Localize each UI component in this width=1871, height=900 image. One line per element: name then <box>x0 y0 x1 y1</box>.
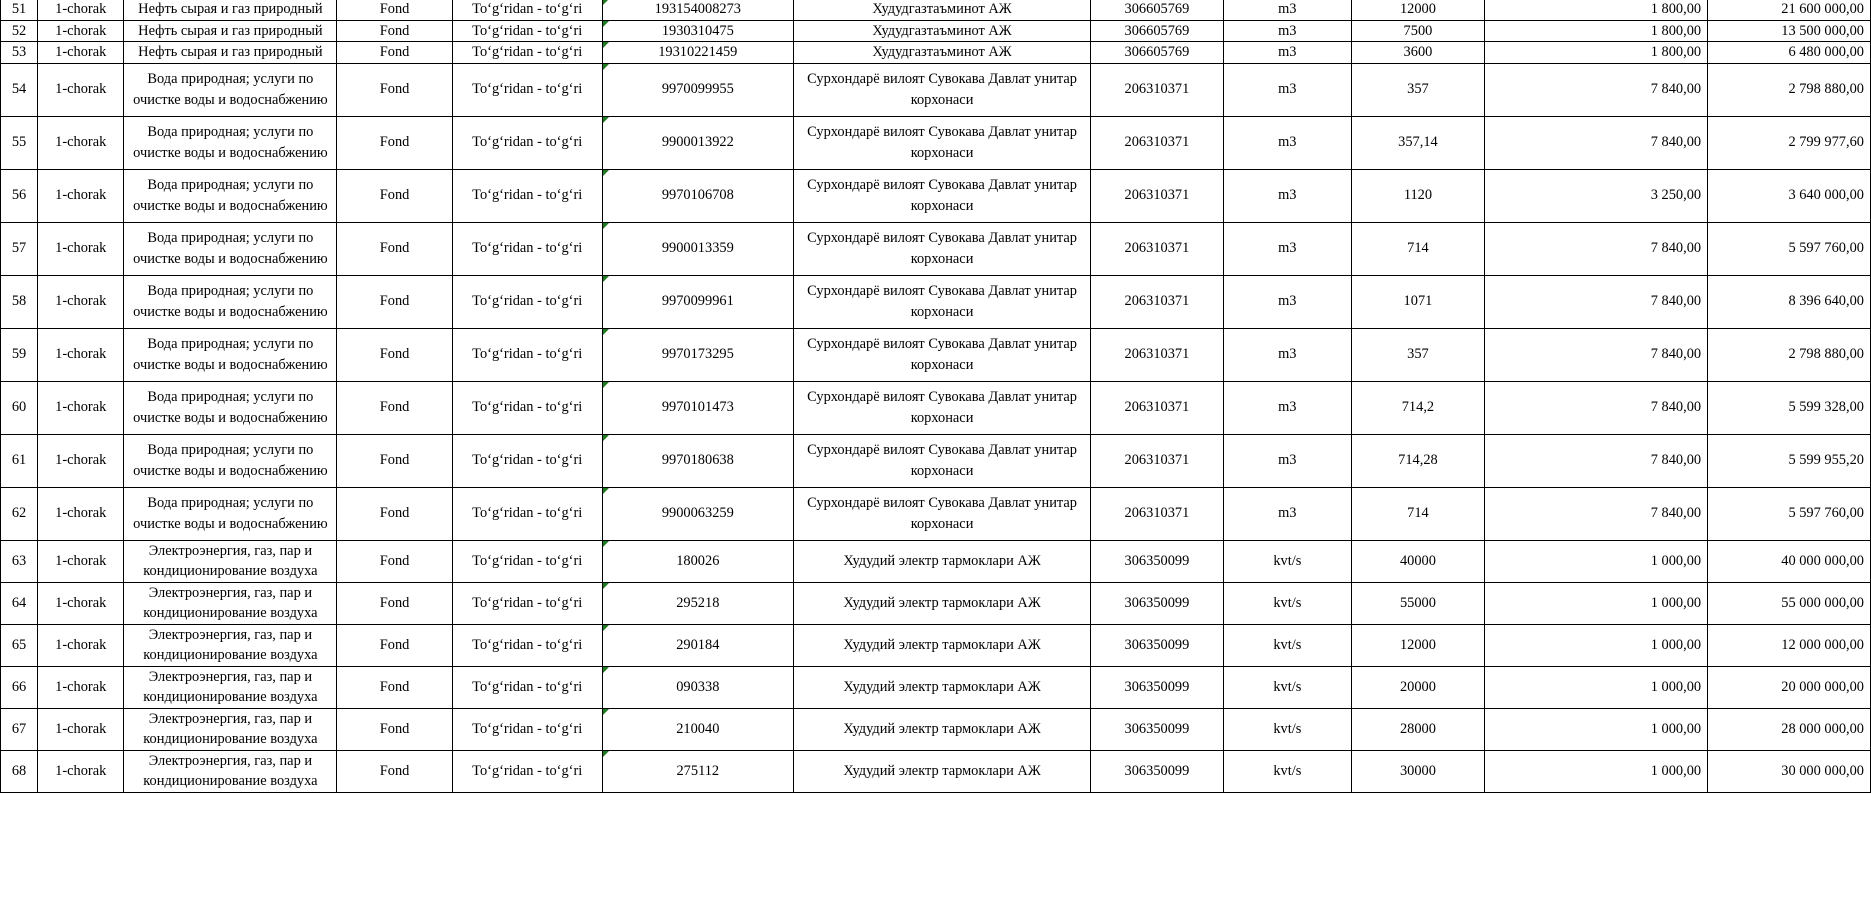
cell-quantity[interactable]: 357,14 <box>1352 116 1485 169</box>
table-row <box>1 434 1871 487</box>
cell-unit[interactable]: kvt/s <box>1223 582 1351 624</box>
cell-product[interactable]: Электроэнергия, газ, пар и кондиционирование воздуха <box>124 624 337 666</box>
cell-row-number[interactable]: 59 <box>1 328 38 381</box>
cell-supplier[interactable]: Худудий электр тармоклари АЖ <box>793 666 1090 708</box>
cell-procurement-method[interactable]: To‘g‘ridan - to‘g‘ri <box>452 540 602 582</box>
cell-row-number[interactable]: 67 <box>1 708 38 750</box>
table-row <box>1 381 1871 434</box>
cell-product[interactable]: Вода природная; услуги по очистке воды и водоснабжению <box>124 116 337 169</box>
cell-supplier[interactable]: Худудгазтаъминот АЖ <box>793 0 1090 20</box>
cell-supplier-inn[interactable]: 206310371 <box>1091 434 1223 487</box>
table-row <box>1 169 1871 222</box>
cell-quantity[interactable]: 30000 <box>1352 750 1485 792</box>
table-row <box>1 540 1871 582</box>
cell-unit-price[interactable]: 1 800,00 <box>1484 42 1707 64</box>
cell-product[interactable]: Вода природная; услуги по очистке воды и водоснабжению <box>124 169 337 222</box>
cell-total[interactable]: 40 000 000,00 <box>1708 540 1871 582</box>
cell-total[interactable]: 3 640 000,00 <box>1708 169 1871 222</box>
cell-unit-price[interactable]: 1 000,00 <box>1484 540 1707 582</box>
cell-quantity[interactable]: 714,2 <box>1352 381 1485 434</box>
cell-supplier[interactable]: Сурхондарё вилоят Сувокава Давлат унитар корхонаси <box>793 487 1090 540</box>
cell-procurement-method[interactable]: To‘g‘ridan - to‘g‘ri <box>452 222 602 275</box>
table-row <box>1 666 1871 708</box>
cell-procurement-method[interactable]: To‘g‘ridan - to‘g‘ri <box>452 582 602 624</box>
cell-total[interactable]: 21 600 000,00 <box>1708 0 1871 20</box>
cell-contract-number[interactable]: 9970106708 <box>602 169 793 222</box>
cell-contract-number[interactable]: 275112 <box>602 750 793 792</box>
cell-row-number[interactable]: 63 <box>1 540 38 582</box>
cell-funding-source[interactable]: Fond <box>337 20 452 42</box>
cell-period[interactable]: 1-chorak <box>38 750 124 792</box>
cell-unit[interactable]: m3 <box>1223 328 1351 381</box>
cell-unit[interactable]: m3 <box>1223 381 1351 434</box>
cell-quantity[interactable]: 357 <box>1352 328 1485 381</box>
cell-supplier-inn[interactable]: 306350099 <box>1091 666 1223 708</box>
cell-supplier-inn[interactable]: 206310371 <box>1091 169 1223 222</box>
cell-supplier[interactable]: Худудий электр тармоклари АЖ <box>793 582 1090 624</box>
cell-total[interactable]: 5 599 328,00 <box>1708 381 1871 434</box>
cell-contract-number[interactable]: 9970101473 <box>602 381 793 434</box>
cell-quantity[interactable]: 1071 <box>1352 275 1485 328</box>
cell-quantity[interactable]: 3600 <box>1352 42 1485 64</box>
cell-product[interactable]: Нефть сырая и газ природный <box>124 42 337 64</box>
cell-supplier-inn[interactable]: 206310371 <box>1091 328 1223 381</box>
cell-total[interactable]: 5 597 760,00 <box>1708 222 1871 275</box>
cell-supplier-inn[interactable]: 206310371 <box>1091 275 1223 328</box>
cell-unit-price[interactable]: 7 840,00 <box>1484 116 1707 169</box>
table-row <box>1 116 1871 169</box>
cell-procurement-method[interactable]: To‘g‘ridan - to‘g‘ri <box>452 666 602 708</box>
cell-unit[interactable]: m3 <box>1223 487 1351 540</box>
table-row <box>1 487 1871 540</box>
cell-unit-price[interactable]: 7 840,00 <box>1484 487 1707 540</box>
cell-product[interactable]: Вода природная; услуги по очистке воды и водоснабжению <box>124 63 337 116</box>
cell-row-number[interactable]: 54 <box>1 63 38 116</box>
table-row <box>1 42 1871 64</box>
cell-total[interactable]: 6 480 000,00 <box>1708 42 1871 64</box>
cell-period[interactable]: 1-chorak <box>38 328 124 381</box>
cell-product[interactable]: Вода природная; услуги по очистке воды и водоснабжению <box>124 487 337 540</box>
cell-unit[interactable]: m3 <box>1223 116 1351 169</box>
cell-total[interactable]: 5 599 955,20 <box>1708 434 1871 487</box>
cell-funding-source[interactable]: Fond <box>337 750 452 792</box>
cell-product[interactable]: Вода природная; услуги по очистке воды и водоснабжению <box>124 328 337 381</box>
cell-period[interactable]: 1-chorak <box>38 169 124 222</box>
cell-product[interactable]: Электроэнергия, газ, пар и кондиционирование воздуха <box>124 708 337 750</box>
cell-quantity[interactable]: 714 <box>1352 487 1485 540</box>
cell-period[interactable]: 1-chorak <box>38 666 124 708</box>
cell-supplier-inn[interactable]: 306350099 <box>1091 708 1223 750</box>
table-row <box>1 275 1871 328</box>
cell-contract-number[interactable]: 9900013359 <box>602 222 793 275</box>
cell-funding-source[interactable]: Fond <box>337 222 452 275</box>
cell-supplier[interactable]: Сурхондарё вилоят Сувокава Давлат унитар корхонаси <box>793 169 1090 222</box>
cell-unit-price[interactable]: 3 250,00 <box>1484 169 1707 222</box>
cell-supplier[interactable]: Сурхондарё вилоят Сувокава Давлат унитар корхонаси <box>793 381 1090 434</box>
cell-supplier-inn[interactable]: 206310371 <box>1091 487 1223 540</box>
cell-unit[interactable]: kvt/s <box>1223 750 1351 792</box>
cell-procurement-method[interactable]: To‘g‘ridan - to‘g‘ri <box>452 328 602 381</box>
cell-period[interactable]: 1-chorak <box>38 624 124 666</box>
cell-funding-source[interactable]: Fond <box>337 0 452 20</box>
cell-supplier[interactable]: Худудий электр тармоклари АЖ <box>793 708 1090 750</box>
cell-procurement-method[interactable]: To‘g‘ridan - to‘g‘ri <box>452 708 602 750</box>
cell-row-number[interactable]: 65 <box>1 624 38 666</box>
cell-contract-number[interactable]: 9900063259 <box>602 487 793 540</box>
cell-quantity[interactable]: 28000 <box>1352 708 1485 750</box>
cell-row-number[interactable]: 57 <box>1 222 38 275</box>
cell-supplier[interactable]: Худудий электр тармоклари АЖ <box>793 750 1090 792</box>
cell-contract-number[interactable]: 9970099955 <box>602 63 793 116</box>
cell-product[interactable]: Электроэнергия, газ, пар и кондиционирование воздуха <box>124 540 337 582</box>
table-row <box>1 63 1871 116</box>
cell-contract-number[interactable]: 295218 <box>602 582 793 624</box>
cell-procurement-method[interactable]: To‘g‘ridan - to‘g‘ri <box>452 116 602 169</box>
cell-supplier-inn[interactable]: 206310371 <box>1091 63 1223 116</box>
table-row <box>1 222 1871 275</box>
cell-unit[interactable]: kvt/s <box>1223 624 1351 666</box>
cell-product[interactable]: Вода природная; услуги по очистке воды и водоснабжению <box>124 434 337 487</box>
cell-unit[interactable]: m3 <box>1223 222 1351 275</box>
cell-period[interactable]: 1-chorak <box>38 116 124 169</box>
cell-procurement-method[interactable]: To‘g‘ridan - to‘g‘ri <box>452 275 602 328</box>
cell-supplier-inn[interactable]: 206310371 <box>1091 381 1223 434</box>
table-row <box>1 708 1871 750</box>
cell-contract-number[interactable]: 9970180638 <box>602 434 793 487</box>
cell-contract-number[interactable]: 9900013922 <box>602 116 793 169</box>
cell-period[interactable]: 1-chorak <box>38 540 124 582</box>
cell-unit-price[interactable]: 7 840,00 <box>1484 222 1707 275</box>
cell-period[interactable]: 1-chorak <box>38 42 124 64</box>
cell-quantity[interactable]: 40000 <box>1352 540 1485 582</box>
cell-unit[interactable]: kvt/s <box>1223 666 1351 708</box>
cell-unit-price[interactable]: 1 000,00 <box>1484 750 1707 792</box>
cell-supplier[interactable]: Сурхондарё вилоят Сувокава Давлат унитар корхонаси <box>793 328 1090 381</box>
cell-unit-price[interactable]: 7 840,00 <box>1484 275 1707 328</box>
cell-supplier[interactable]: Сурхондарё вилоят Сувокава Давлат унитар корхонаси <box>793 116 1090 169</box>
cell-row-number[interactable]: 60 <box>1 381 38 434</box>
table-row <box>1 624 1871 666</box>
cell-procurement-method[interactable]: To‘g‘ridan - to‘g‘ri <box>452 487 602 540</box>
cell-contract-number[interactable]: 193154008273 <box>602 0 793 20</box>
cell-unit[interactable]: m3 <box>1223 20 1351 42</box>
cell-funding-source[interactable]: Fond <box>337 434 452 487</box>
cell-product[interactable]: Нефть сырая и газ природный <box>124 20 337 42</box>
cell-supplier[interactable]: Сурхондарё вилоят Сувокава Давлат унитар корхонаси <box>793 434 1090 487</box>
cell-row-number[interactable]: 58 <box>1 275 38 328</box>
cell-procurement-method[interactable]: To‘g‘ridan - to‘g‘ri <box>452 169 602 222</box>
cell-supplier[interactable]: Сурхондарё вилоят Сувокава Давлат унитар корхонаси <box>793 275 1090 328</box>
cell-product[interactable]: Вода природная; услуги по очистке воды и водоснабжению <box>124 222 337 275</box>
cell-funding-source[interactable]: Fond <box>337 116 452 169</box>
cell-funding-source[interactable]: Fond <box>337 708 452 750</box>
cell-procurement-method[interactable]: To‘g‘ridan - to‘g‘ri <box>452 20 602 42</box>
cell-quantity[interactable]: 714 <box>1352 222 1485 275</box>
cell-procurement-method[interactable]: To‘g‘ridan - to‘g‘ri <box>452 434 602 487</box>
cell-unit[interactable]: kvt/s <box>1223 540 1351 582</box>
cell-row-number[interactable]: 61 <box>1 434 38 487</box>
cell-product[interactable]: Электроэнергия, газ, пар и кондиционирование воздуха <box>124 750 337 792</box>
cell-funding-source[interactable]: Fond <box>337 275 452 328</box>
cell-unit-price[interactable]: 1 000,00 <box>1484 624 1707 666</box>
table-row <box>1 0 1871 20</box>
cell-contract-number[interactable]: 9970099961 <box>602 275 793 328</box>
cell-row-number[interactable]: 51 <box>1 0 38 20</box>
cell-supplier[interactable]: Худудгазтаъминот АЖ <box>793 20 1090 42</box>
cell-total[interactable]: 2 799 977,60 <box>1708 116 1871 169</box>
cell-supplier-inn[interactable]: 306350099 <box>1091 540 1223 582</box>
cell-quantity[interactable]: 7500 <box>1352 20 1485 42</box>
cell-unit[interactable]: m3 <box>1223 275 1351 328</box>
cell-period[interactable]: 1-chorak <box>38 275 124 328</box>
cell-quantity[interactable]: 12000 <box>1352 0 1485 20</box>
cell-contract-number[interactable]: 180026 <box>602 540 793 582</box>
cell-unit-price[interactable]: 7 840,00 <box>1484 63 1707 116</box>
cell-total[interactable]: 13 500 000,00 <box>1708 20 1871 42</box>
cell-procurement-method[interactable]: To‘g‘ridan - to‘g‘ri <box>452 624 602 666</box>
cell-supplier[interactable]: Худудий электр тармоклари АЖ <box>793 540 1090 582</box>
cell-row-number[interactable]: 53 <box>1 42 38 64</box>
cell-row-number[interactable]: 52 <box>1 20 38 42</box>
cell-product[interactable]: Электроэнергия, газ, пар и кондиционирование воздуха <box>124 582 337 624</box>
cell-funding-source[interactable]: Fond <box>337 63 452 116</box>
cell-quantity[interactable]: 12000 <box>1352 624 1485 666</box>
cell-supplier-inn[interactable]: 306605769 <box>1091 42 1223 64</box>
cell-row-number[interactable]: 56 <box>1 169 38 222</box>
cell-supplier-inn[interactable]: 306605769 <box>1091 20 1223 42</box>
cell-funding-source[interactable]: Fond <box>337 540 452 582</box>
cell-quantity[interactable]: 714,28 <box>1352 434 1485 487</box>
table-body <box>1 0 1871 792</box>
cell-supplier[interactable]: Сурхондарё вилоят Сувокава Давлат унитар корхонаси <box>793 63 1090 116</box>
cell-supplier-inn[interactable]: 306350099 <box>1091 624 1223 666</box>
cell-procurement-method[interactable]: To‘g‘ridan - to‘g‘ri <box>452 0 602 20</box>
cell-unit[interactable]: m3 <box>1223 434 1351 487</box>
cell-funding-source[interactable]: Fond <box>337 624 452 666</box>
cell-funding-source[interactable]: Fond <box>337 328 452 381</box>
cell-total[interactable]: 8 396 640,00 <box>1708 275 1871 328</box>
cell-unit-price[interactable]: 1 000,00 <box>1484 666 1707 708</box>
cell-contract-number[interactable]: 9970173295 <box>602 328 793 381</box>
cell-funding-source[interactable]: Fond <box>337 169 452 222</box>
cell-funding-source[interactable]: Fond <box>337 381 452 434</box>
cell-contract-number[interactable]: 19310221459 <box>602 42 793 64</box>
cell-quantity[interactable]: 357 <box>1352 63 1485 116</box>
cell-row-number[interactable]: 66 <box>1 666 38 708</box>
cell-unit-price[interactable]: 1 800,00 <box>1484 20 1707 42</box>
cell-contract-number[interactable]: 210040 <box>602 708 793 750</box>
cell-product[interactable]: Вода природная; услуги по очистке воды и водоснабжению <box>124 381 337 434</box>
cell-unit-price[interactable]: 7 840,00 <box>1484 434 1707 487</box>
cell-unit[interactable]: m3 <box>1223 63 1351 116</box>
cell-funding-source[interactable]: Fond <box>337 487 452 540</box>
cell-quantity[interactable]: 55000 <box>1352 582 1485 624</box>
cell-contract-number[interactable]: 290184 <box>602 624 793 666</box>
table-row <box>1 582 1871 624</box>
cell-procurement-method[interactable]: To‘g‘ridan - to‘g‘ri <box>452 381 602 434</box>
cell-supplier[interactable]: Худудий электр тармоклари АЖ <box>793 624 1090 666</box>
cell-period[interactable]: 1-chorak <box>38 582 124 624</box>
cell-period[interactable]: 1-chorak <box>38 487 124 540</box>
cell-unit-price[interactable]: 7 840,00 <box>1484 381 1707 434</box>
cell-funding-source[interactable]: Fond <box>337 582 452 624</box>
cell-total[interactable]: 2 798 880,00 <box>1708 63 1871 116</box>
cell-total[interactable]: 55 000 000,00 <box>1708 582 1871 624</box>
cell-period[interactable]: 1-chorak <box>38 434 124 487</box>
cell-supplier[interactable]: Худудгазтаъминот АЖ <box>793 42 1090 64</box>
cell-funding-source[interactable]: Fond <box>337 666 452 708</box>
cell-period[interactable]: 1-chorak <box>38 222 124 275</box>
cell-funding-source[interactable]: Fond <box>337 42 452 64</box>
cell-unit[interactable]: m3 <box>1223 42 1351 64</box>
cell-unit-price[interactable]: 1 800,00 <box>1484 0 1707 20</box>
cell-quantity[interactable]: 1120 <box>1352 169 1485 222</box>
cell-period[interactable]: 1-chorak <box>38 63 124 116</box>
cell-supplier-inn[interactable]: 206310371 <box>1091 222 1223 275</box>
cell-total[interactable]: 28 000 000,00 <box>1708 708 1871 750</box>
cell-unit[interactable]: kvt/s <box>1223 708 1351 750</box>
cell-product[interactable]: Нефть сырая и газ природный <box>124 0 337 20</box>
cell-supplier-inn[interactable]: 206310371 <box>1091 116 1223 169</box>
cell-product[interactable]: Вода природная; услуги по очистке воды и водоснабжению <box>124 275 337 328</box>
cell-unit[interactable]: m3 <box>1223 169 1351 222</box>
cell-total[interactable]: 12 000 000,00 <box>1708 624 1871 666</box>
cell-quantity[interactable]: 20000 <box>1352 666 1485 708</box>
table-row <box>1 750 1871 792</box>
cell-procurement-method[interactable]: To‘g‘ridan - to‘g‘ri <box>452 42 602 64</box>
cell-supplier-inn[interactable]: 306605769 <box>1091 0 1223 20</box>
cell-row-number[interactable]: 68 <box>1 750 38 792</box>
cell-supplier-inn[interactable]: 306350099 <box>1091 582 1223 624</box>
cell-supplier[interactable]: Сурхондарё вилоят Сувокава Давлат унитар корхонаси <box>793 222 1090 275</box>
cell-unit-price[interactable]: 7 840,00 <box>1484 328 1707 381</box>
cell-total[interactable]: 2 798 880,00 <box>1708 328 1871 381</box>
cell-unit-price[interactable]: 1 000,00 <box>1484 582 1707 624</box>
cell-procurement-method[interactable]: To‘g‘ridan - to‘g‘ri <box>452 750 602 792</box>
table-row <box>1 20 1871 42</box>
cell-unit[interactable]: m3 <box>1223 0 1351 20</box>
cell-unit-price[interactable]: 1 000,00 <box>1484 708 1707 750</box>
cell-period[interactable]: 1-chorak <box>38 381 124 434</box>
cell-contract-number[interactable]: 090338 <box>602 666 793 708</box>
table-row <box>1 328 1871 381</box>
cell-row-number[interactable]: 62 <box>1 487 38 540</box>
cell-total[interactable]: 30 000 000,00 <box>1708 750 1871 792</box>
cell-period[interactable]: 1-chorak <box>38 0 124 20</box>
cell-row-number[interactable]: 55 <box>1 116 38 169</box>
cell-row-number[interactable]: 64 <box>1 582 38 624</box>
cell-procurement-method[interactable]: To‘g‘ridan - to‘g‘ri <box>452 63 602 116</box>
cell-total[interactable]: 20 000 000,00 <box>1708 666 1871 708</box>
cell-product[interactable]: Электроэнергия, газ, пар и кондиционирование воздуха <box>124 666 337 708</box>
cell-contract-number[interactable]: 1930310475 <box>602 20 793 42</box>
cell-period[interactable]: 1-chorak <box>38 708 124 750</box>
cell-total[interactable]: 5 597 760,00 <box>1708 487 1871 540</box>
cell-supplier-inn[interactable]: 306350099 <box>1091 750 1223 792</box>
cell-period[interactable]: 1-chorak <box>38 20 124 42</box>
